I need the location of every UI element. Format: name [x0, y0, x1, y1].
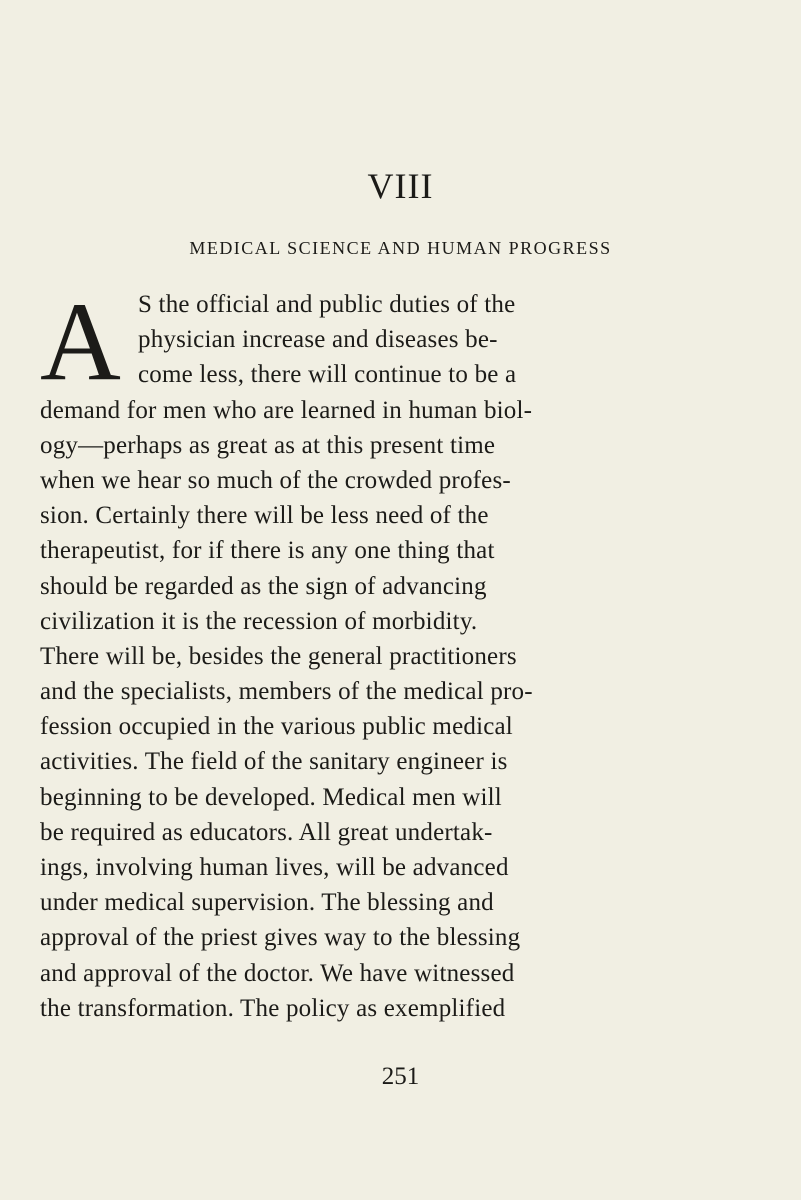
- text-line: should be regarded as the sign of advancing: [40, 572, 487, 600]
- page-number: 251: [381, 1063, 420, 1090]
- text-line: the transformation. The policy as exemplified: [40, 994, 506, 1022]
- text-line: and the specialists, members of the medical pro-: [40, 678, 533, 706]
- text-line: fession occupied in the various public medical: [40, 713, 513, 741]
- text-line: when we hear so much of the crowded profes-: [40, 466, 511, 494]
- body-text: [40, 280, 740, 1026]
- text-line: physician increase and diseases be-: [138, 326, 498, 354]
- text-line: and approval of the doctor. We have witnessed: [40, 959, 515, 987]
- text-line: sion. Certainly there will be less need of the: [40, 502, 489, 530]
- text-line: come less, there will continue to be a: [138, 361, 517, 389]
- text-line: demand for men who are learned in human biol-: [40, 396, 533, 424]
- drop-cap: A: [40, 280, 121, 404]
- text-line: approval of the priest gives way to the blessing: [40, 924, 521, 952]
- text-line: therapeutist, for if there is any one thing that: [40, 537, 495, 565]
- chapter-title: MEDICAL SCIENCE AND HUMAN PROGRESS: [189, 238, 612, 258]
- text-line: be required as educators. All great undertak-: [40, 818, 493, 846]
- text-line: under medical supervision. The blessing and: [40, 889, 494, 917]
- text-line: beginning to be developed. Medical men will: [40, 783, 502, 811]
- text-line: ogy—perhaps as great as at this present time: [40, 431, 496, 459]
- text-line: There will be, besides the general practitioners: [40, 642, 517, 670]
- text-line: S the official and public duties of the: [138, 291, 516, 318]
- chapter-number: VIII: [367, 166, 434, 206]
- text-line: civilization it is the recession of morbidity.: [40, 607, 478, 635]
- text-line: ings, involving human lives, will be advanced: [40, 854, 509, 881]
- text-line: activities. The field of the sanitary engineer is: [40, 748, 508, 776]
